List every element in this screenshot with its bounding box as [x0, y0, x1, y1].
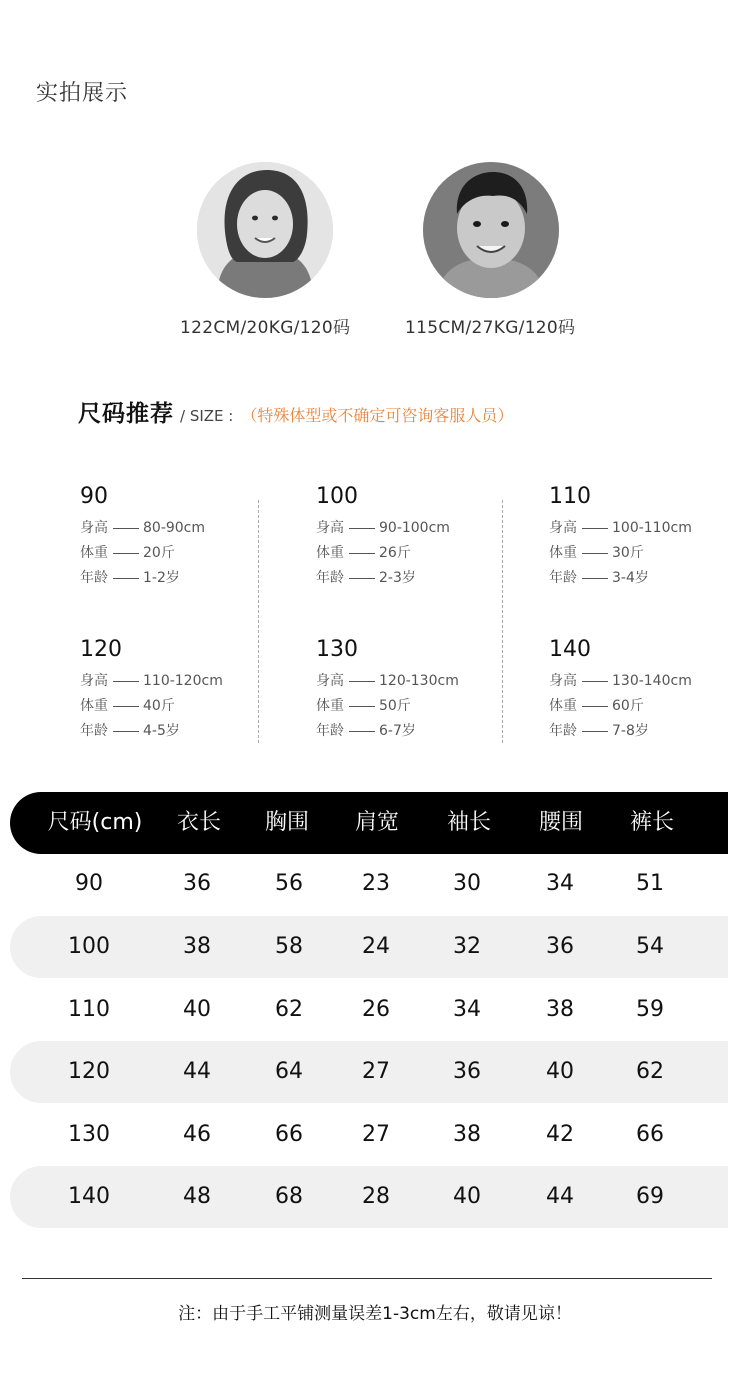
footer-note: 注：由于手工平铺测量误差1-3cm左右，敬请见谅！: [178, 1304, 572, 1324]
boy-portrait-image: [423, 162, 559, 298]
height-row: 身高 130-140cm: [549, 673, 692, 689]
header-size: 尺码(cm): [47, 810, 143, 835]
size-card-120: [80, 635, 260, 744]
table-row: 140 48 68 28 40 44 69: [10, 1166, 728, 1228]
table-row: 110 40 62 26 34 38 59: [68, 997, 664, 1022]
model-caption-boy: 115CM/27KG/120码: [405, 318, 576, 338]
height-row: 身高 110-120cm: [80, 673, 223, 689]
age-row: 年龄 3-4岁: [549, 570, 649, 586]
size-card-number: 110: [549, 484, 591, 509]
size-rec-subtitle: / SIZE :: [180, 407, 234, 425]
size-card-110: [549, 482, 729, 591]
column-divider: [502, 500, 503, 743]
size-card-number: 120: [80, 637, 122, 662]
age-row: 年龄 6-7岁: [316, 723, 416, 739]
header-length: 衣长: [176, 810, 222, 835]
age-row: 年龄 1-2岁: [80, 570, 180, 586]
column-divider: [258, 500, 259, 743]
header-shoulder: 肩宽: [354, 810, 400, 835]
header-chest: 胸围: [264, 810, 310, 835]
table-row: 90 36 56 23 30 34 51: [75, 871, 664, 896]
model-caption-girl: 122CM/20KG/120码: [180, 318, 351, 338]
size-card-140: [549, 635, 729, 744]
weight-row: 体重 60斤: [549, 698, 644, 714]
height-row: 身高 120-130cm: [316, 673, 459, 689]
model-photo-boy: [423, 162, 559, 298]
size-card-number: 130: [316, 637, 358, 662]
table-row: 100 38 58 24 32 36 54: [10, 916, 728, 978]
weight-row: 体重 20斤: [80, 545, 175, 561]
size-rec-title: 尺码推荐: [78, 401, 174, 427]
size-card-number: 100: [316, 484, 358, 509]
size-table-header: [10, 792, 728, 854]
size-card-90: [80, 482, 260, 591]
header-waist: 腰围: [538, 810, 584, 835]
model-photo-girl: [197, 162, 333, 298]
size-card-130: [316, 635, 496, 744]
age-row: 年龄 2-3岁: [316, 570, 416, 586]
size-card-number: 140: [549, 637, 591, 662]
size-rec-heading: [78, 395, 513, 428]
girl-portrait-image: [197, 162, 333, 298]
weight-row: 体重 50斤: [316, 698, 411, 714]
height-row: 身高 80-90cm: [80, 520, 206, 536]
height-row: 身高 100-110cm: [549, 520, 692, 536]
header-pants-length: 裤长: [629, 810, 675, 835]
height-row: 身高 90-100cm: [316, 520, 450, 536]
table-row: 130 46 66 27 38 42 66: [68, 1122, 664, 1147]
section-title: 实拍展示: [36, 81, 129, 106]
age-row: 年龄 7-8岁: [549, 723, 649, 739]
header-sleeve: 袖长: [446, 810, 492, 835]
table-row: 120 44 64 27 36 40 62: [10, 1041, 728, 1103]
weight-row: 体重 40斤: [80, 698, 175, 714]
weight-row: 体重 30斤: [549, 545, 644, 561]
weight-row: 体重 26斤: [316, 545, 411, 561]
size-card-number: 90: [80, 484, 108, 509]
size-rec-note: （特殊体型或不确定可咨询客服人员）: [241, 406, 514, 425]
footer-divider: [22, 1278, 712, 1279]
age-row: 年龄 4-5岁: [80, 723, 180, 739]
size-card-100: [316, 482, 496, 591]
